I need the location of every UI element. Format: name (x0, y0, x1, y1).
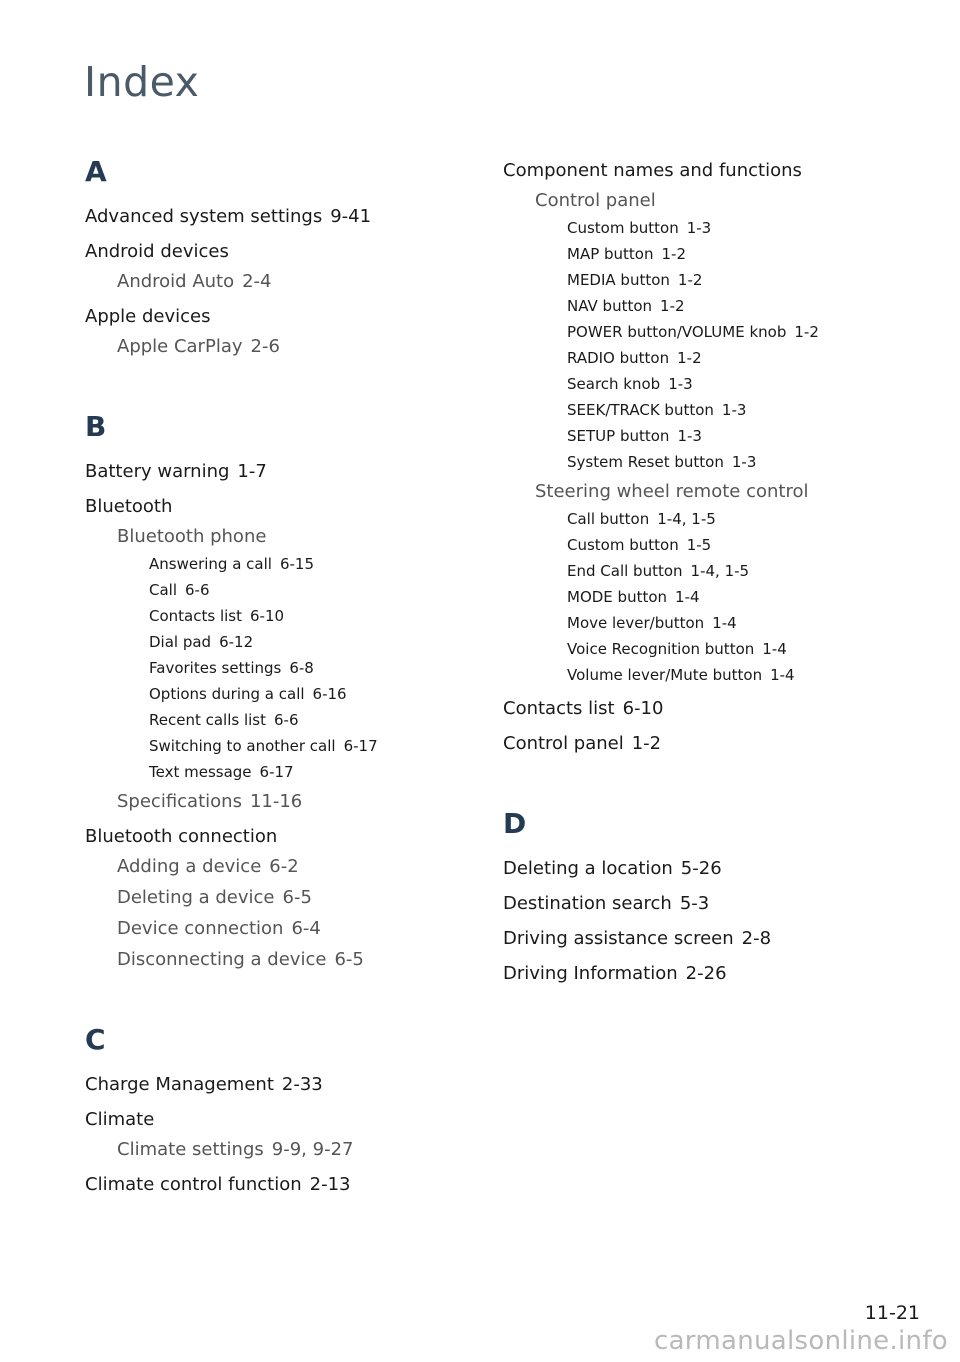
index-subsubentry[interactable]: Favorites settings 6-8 (149, 659, 314, 677)
index-entry: Bluetooth (85, 496, 173, 517)
index-subsubentry[interactable]: Text message 6-17 (149, 763, 294, 781)
index-entry[interactable]: Charge Management 2-33 (85, 1074, 323, 1095)
index-entry: Bluetooth connection (85, 826, 278, 847)
index-subentry: Bluetooth phone (117, 526, 267, 547)
index-entry[interactable]: Deleting a location 5-26 (503, 858, 722, 879)
index-subsubentry[interactable]: Call button 1-4, 1-5 (567, 510, 716, 528)
control-panel-list (503, 215, 923, 475)
index-subentry[interactable]: Apple CarPlay 2-6 (117, 336, 280, 357)
index-subsubentry[interactable]: RADIO button 1-2 (567, 349, 702, 367)
index-subentry[interactable]: Disconnecting a device 6-5 (117, 949, 364, 970)
index-subentry[interactable]: Android Auto 2-4 (117, 271, 272, 292)
index-column-left (85, 150, 465, 1207)
index-subentry[interactable]: Climate settings 9-9, 9-27 (117, 1139, 354, 1160)
index-subsubentry[interactable]: Answering a call 6-15 (149, 555, 314, 573)
index-subsubentry[interactable]: Custom button 1-3 (567, 219, 712, 237)
page-ref: 2-4 (242, 271, 272, 292)
index-subsubentry[interactable]: NAV button 1-2 (567, 297, 685, 315)
index-subsubentry[interactable]: SEEK/TRACK button 1-3 (567, 401, 747, 419)
index-subsubentry[interactable]: Voice Recognition button 1-4 (567, 640, 787, 658)
index-entry[interactable]: Destination search 5-3 (503, 893, 710, 914)
index-subentry[interactable]: Deleting a device 6-5 (117, 887, 312, 908)
section-letter-c: C (85, 1023, 106, 1056)
index-subsubentry[interactable]: MAP button 1-2 (567, 245, 686, 263)
index-subentry[interactable]: Adding a device 6-2 (117, 856, 299, 877)
section-letter-d: D (503, 807, 527, 840)
index-entry[interactable]: Driving assistance screen 2-8 (503, 928, 772, 949)
index-entry[interactable]: Contacts list 6-10 (503, 698, 664, 719)
page-number: 11-21 (864, 1302, 920, 1324)
index-entry[interactable]: Climate control function 2-13 (85, 1174, 351, 1195)
page-ref: 9-9, 9-27 (271, 1139, 354, 1160)
index-subsubentry[interactable]: SETUP button 1-3 (567, 427, 702, 445)
index-subsubentry[interactable]: MEDIA button 1-2 (567, 271, 703, 289)
page-ref: 1-2 (631, 733, 662, 754)
index-entry: Climate (85, 1109, 155, 1130)
index-subsubentry[interactable]: Volume lever/Mute button 1-4 (567, 666, 795, 684)
steering-control-list (503, 506, 923, 688)
page-ref: 1-7 (237, 461, 267, 482)
index-entry[interactable]: Control panel 1-2 (503, 733, 662, 754)
index-subentry: Steering wheel remote control (535, 481, 809, 502)
index-subsubentry[interactable]: Dial pad 6-12 (149, 633, 254, 651)
index-subentry[interactable]: Specifications 11-16 (117, 791, 303, 812)
section-letter-a: A (85, 155, 107, 188)
index-entry: Component names and functions (503, 160, 802, 181)
index-subsubentry[interactable]: MODE button 1-4 (567, 588, 700, 606)
watermark: carmanualsonline.info (653, 1326, 948, 1356)
index-subsubentry[interactable]: Custom button 1-5 (567, 536, 712, 554)
page-ref: 11-16 (249, 791, 303, 812)
index-entry[interactable]: Driving Information 2-26 (503, 963, 727, 984)
page-ref: 6-10 (622, 698, 664, 719)
bluetooth-phone-list (85, 551, 465, 785)
index-entry: Apple devices (85, 306, 211, 327)
page-ref: 2-13 (309, 1174, 351, 1195)
index-subentry: Control panel (535, 190, 656, 211)
index-subsubentry[interactable]: System Reset button 1-3 (567, 453, 757, 471)
page-ref: 9-41 (330, 206, 372, 227)
index-subsubentry[interactable]: End Call button 1-4, 1-5 (567, 562, 750, 580)
index-subsubentry[interactable]: Contacts list 6-10 (149, 607, 285, 625)
index-subentry[interactable]: Device connection 6-4 (117, 918, 321, 939)
index-subsubentry[interactable]: Switching to another call 6-17 (149, 737, 378, 755)
index-subsubentry[interactable]: Options during a call 6-16 (149, 685, 347, 703)
page-title: Index (84, 58, 200, 106)
index-entry[interactable]: Battery warning 1-7 (85, 461, 267, 482)
page-ref: 2-33 (281, 1074, 323, 1095)
index-subsubentry[interactable]: Call 6-6 (149, 581, 210, 599)
page-ref: 2-6 (250, 336, 280, 357)
index-column-right (503, 158, 923, 996)
section-letter-b: B (85, 410, 107, 443)
index-entry[interactable]: Advanced system settings 9-41 (85, 206, 372, 227)
index-subsubentry[interactable]: Move lever/button 1-4 (567, 614, 737, 632)
index-subsubentry[interactable]: Search knob 1-3 (567, 375, 693, 393)
index-subsubentry[interactable]: Recent calls list 6-6 (149, 711, 299, 729)
index-subsubentry[interactable]: POWER button/VOLUME knob 1-2 (567, 323, 819, 341)
index-entry: Android devices (85, 241, 229, 262)
